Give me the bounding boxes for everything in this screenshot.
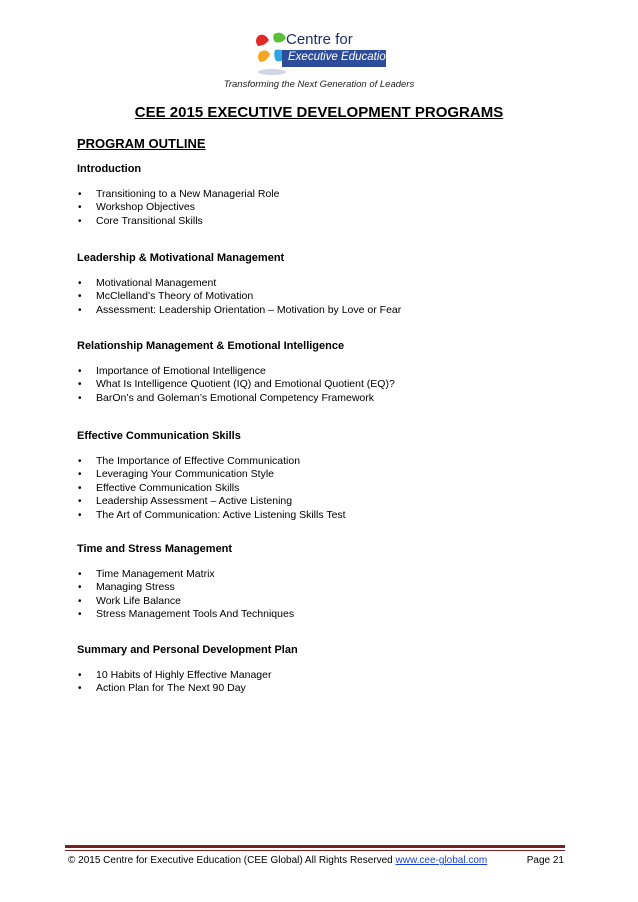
bullet-icon: • (78, 683, 82, 695)
list-item-text: Core Transitional Skills (96, 214, 203, 227)
bullet-icon: • (78, 496, 82, 508)
list-item-text: Workshop Objectives (96, 201, 196, 214)
section-heading: Time and Stress Management (77, 543, 233, 555)
bullet-icon: • (78, 509, 82, 521)
list-item-text: 10 Habits of Highly Effective Manager (96, 669, 272, 681)
list-item (77, 482, 346, 495)
list-item-text: Importance of Emotional Intelligence (96, 365, 266, 377)
list-item (77, 568, 294, 581)
bullet-icon: • (78, 202, 82, 214)
list-item (77, 495, 346, 508)
bullet-icon: • (78, 392, 82, 404)
list-item (77, 581, 294, 594)
list-item-text: Time Management Matrix (96, 568, 215, 580)
outline-section (77, 252, 401, 317)
bullet-icon: • (78, 278, 82, 289)
section-heading: Introduction (77, 163, 142, 175)
outline-section (77, 543, 294, 622)
bullet-icon: • (78, 469, 82, 481)
website-link[interactable]: www.cee-global.com (395, 855, 488, 866)
bullet-icon: • (78, 291, 82, 303)
list-item-text: McClelland’s Theory of Motivation (96, 290, 254, 303)
list-item-text: Managing Stress (96, 581, 175, 594)
list-item-text: Leadership Assessment – Active Listening (96, 495, 293, 508)
list-item (77, 378, 395, 391)
outline-section (77, 430, 346, 522)
bullet-icon: • (78, 304, 82, 316)
bullet-icon: • (78, 215, 82, 227)
logo-text-line1: Centre for (286, 31, 353, 48)
bullet-icon: • (78, 379, 82, 391)
list-item (77, 509, 346, 522)
bullet-icon: • (78, 609, 82, 621)
list-item-text: Assessment: Leadership Orientation – Motivation by Love or Fear (96, 303, 402, 316)
list-item (77, 468, 346, 481)
list-item (77, 682, 298, 695)
list-item-text: The Art of Communication: Active Listening Skills Test (96, 508, 346, 521)
bullet-icon: • (78, 482, 82, 494)
bullet-list (77, 188, 279, 228)
section-heading: Summary and Personal Development Plan (77, 644, 298, 656)
list-item (77, 215, 279, 228)
document-title: CEE 2015 EXECUTIVE DEVELOPMENT PROGRAMS (134, 104, 504, 121)
copyright-text: © 2015 Centre for Executive Education (CEE Global) All Rights Reserved (68, 855, 396, 866)
list-item-text: Effective Communication Skills (96, 481, 240, 494)
bullet-icon: • (78, 582, 82, 594)
section-heading: Effective Communication Skills (77, 430, 241, 442)
bullet-list (77, 455, 346, 522)
list-item-text: Leveraging Your Communication Style (96, 468, 275, 481)
list-item (77, 201, 279, 214)
section-heading: Relationship Management & Emotional Intelligence (77, 340, 345, 352)
bullet-icon: • (78, 595, 82, 607)
list-item (77, 595, 294, 608)
bullet-icon: • (78, 569, 82, 580)
bullet-list (77, 669, 298, 696)
list-item (77, 392, 395, 405)
list-item-text: Work Life Balance (96, 594, 182, 607)
footer-rule (65, 845, 565, 848)
outline-section (77, 644, 298, 696)
bullet-icon: • (78, 456, 82, 467)
list-item-text: What Is Intelligence Quotient (IQ) and Emotional Quotient (EQ)? (96, 378, 395, 391)
logo-text-line2: Executive Education (288, 51, 393, 63)
bullet-list (77, 277, 401, 317)
outline-section (77, 340, 395, 405)
outline-section (77, 163, 279, 228)
program-outline-heading: PROGRAM OUTLINE (77, 136, 206, 151)
bullet-list (77, 365, 395, 405)
list-item-text: Transitioning to a New Managerial Role (96, 188, 280, 200)
list-item (77, 669, 298, 682)
list-item (77, 277, 401, 290)
list-item-text: Motivational Management (96, 277, 217, 289)
list-item-text: BarOn’s and Goleman’s Emotional Competency Framework (96, 391, 374, 404)
tagline: Transforming the Next Generation of Leaders (223, 79, 415, 90)
list-item (77, 608, 294, 621)
list-item (77, 365, 395, 378)
list-item-text: Action Plan for The Next 90 Day (96, 682, 246, 695)
bullet-icon: • (78, 670, 82, 681)
list-item (77, 290, 401, 303)
bullet-icon: • (78, 366, 82, 377)
section-heading: Leadership & Motivational Management (77, 252, 285, 264)
logo (252, 28, 392, 76)
bullet-icon: • (78, 189, 82, 200)
list-item (77, 188, 279, 201)
list-item (77, 455, 346, 468)
footer-copyright (68, 855, 487, 866)
bullet-list (77, 568, 294, 622)
list-item-text: Stress Management Tools And Techniques (96, 608, 295, 621)
page-number: Page 21 (526, 855, 564, 866)
footer-rule-thin (65, 850, 565, 851)
list-item-text: The Importance of Effective Communication (96, 455, 301, 467)
list-item (77, 304, 401, 317)
